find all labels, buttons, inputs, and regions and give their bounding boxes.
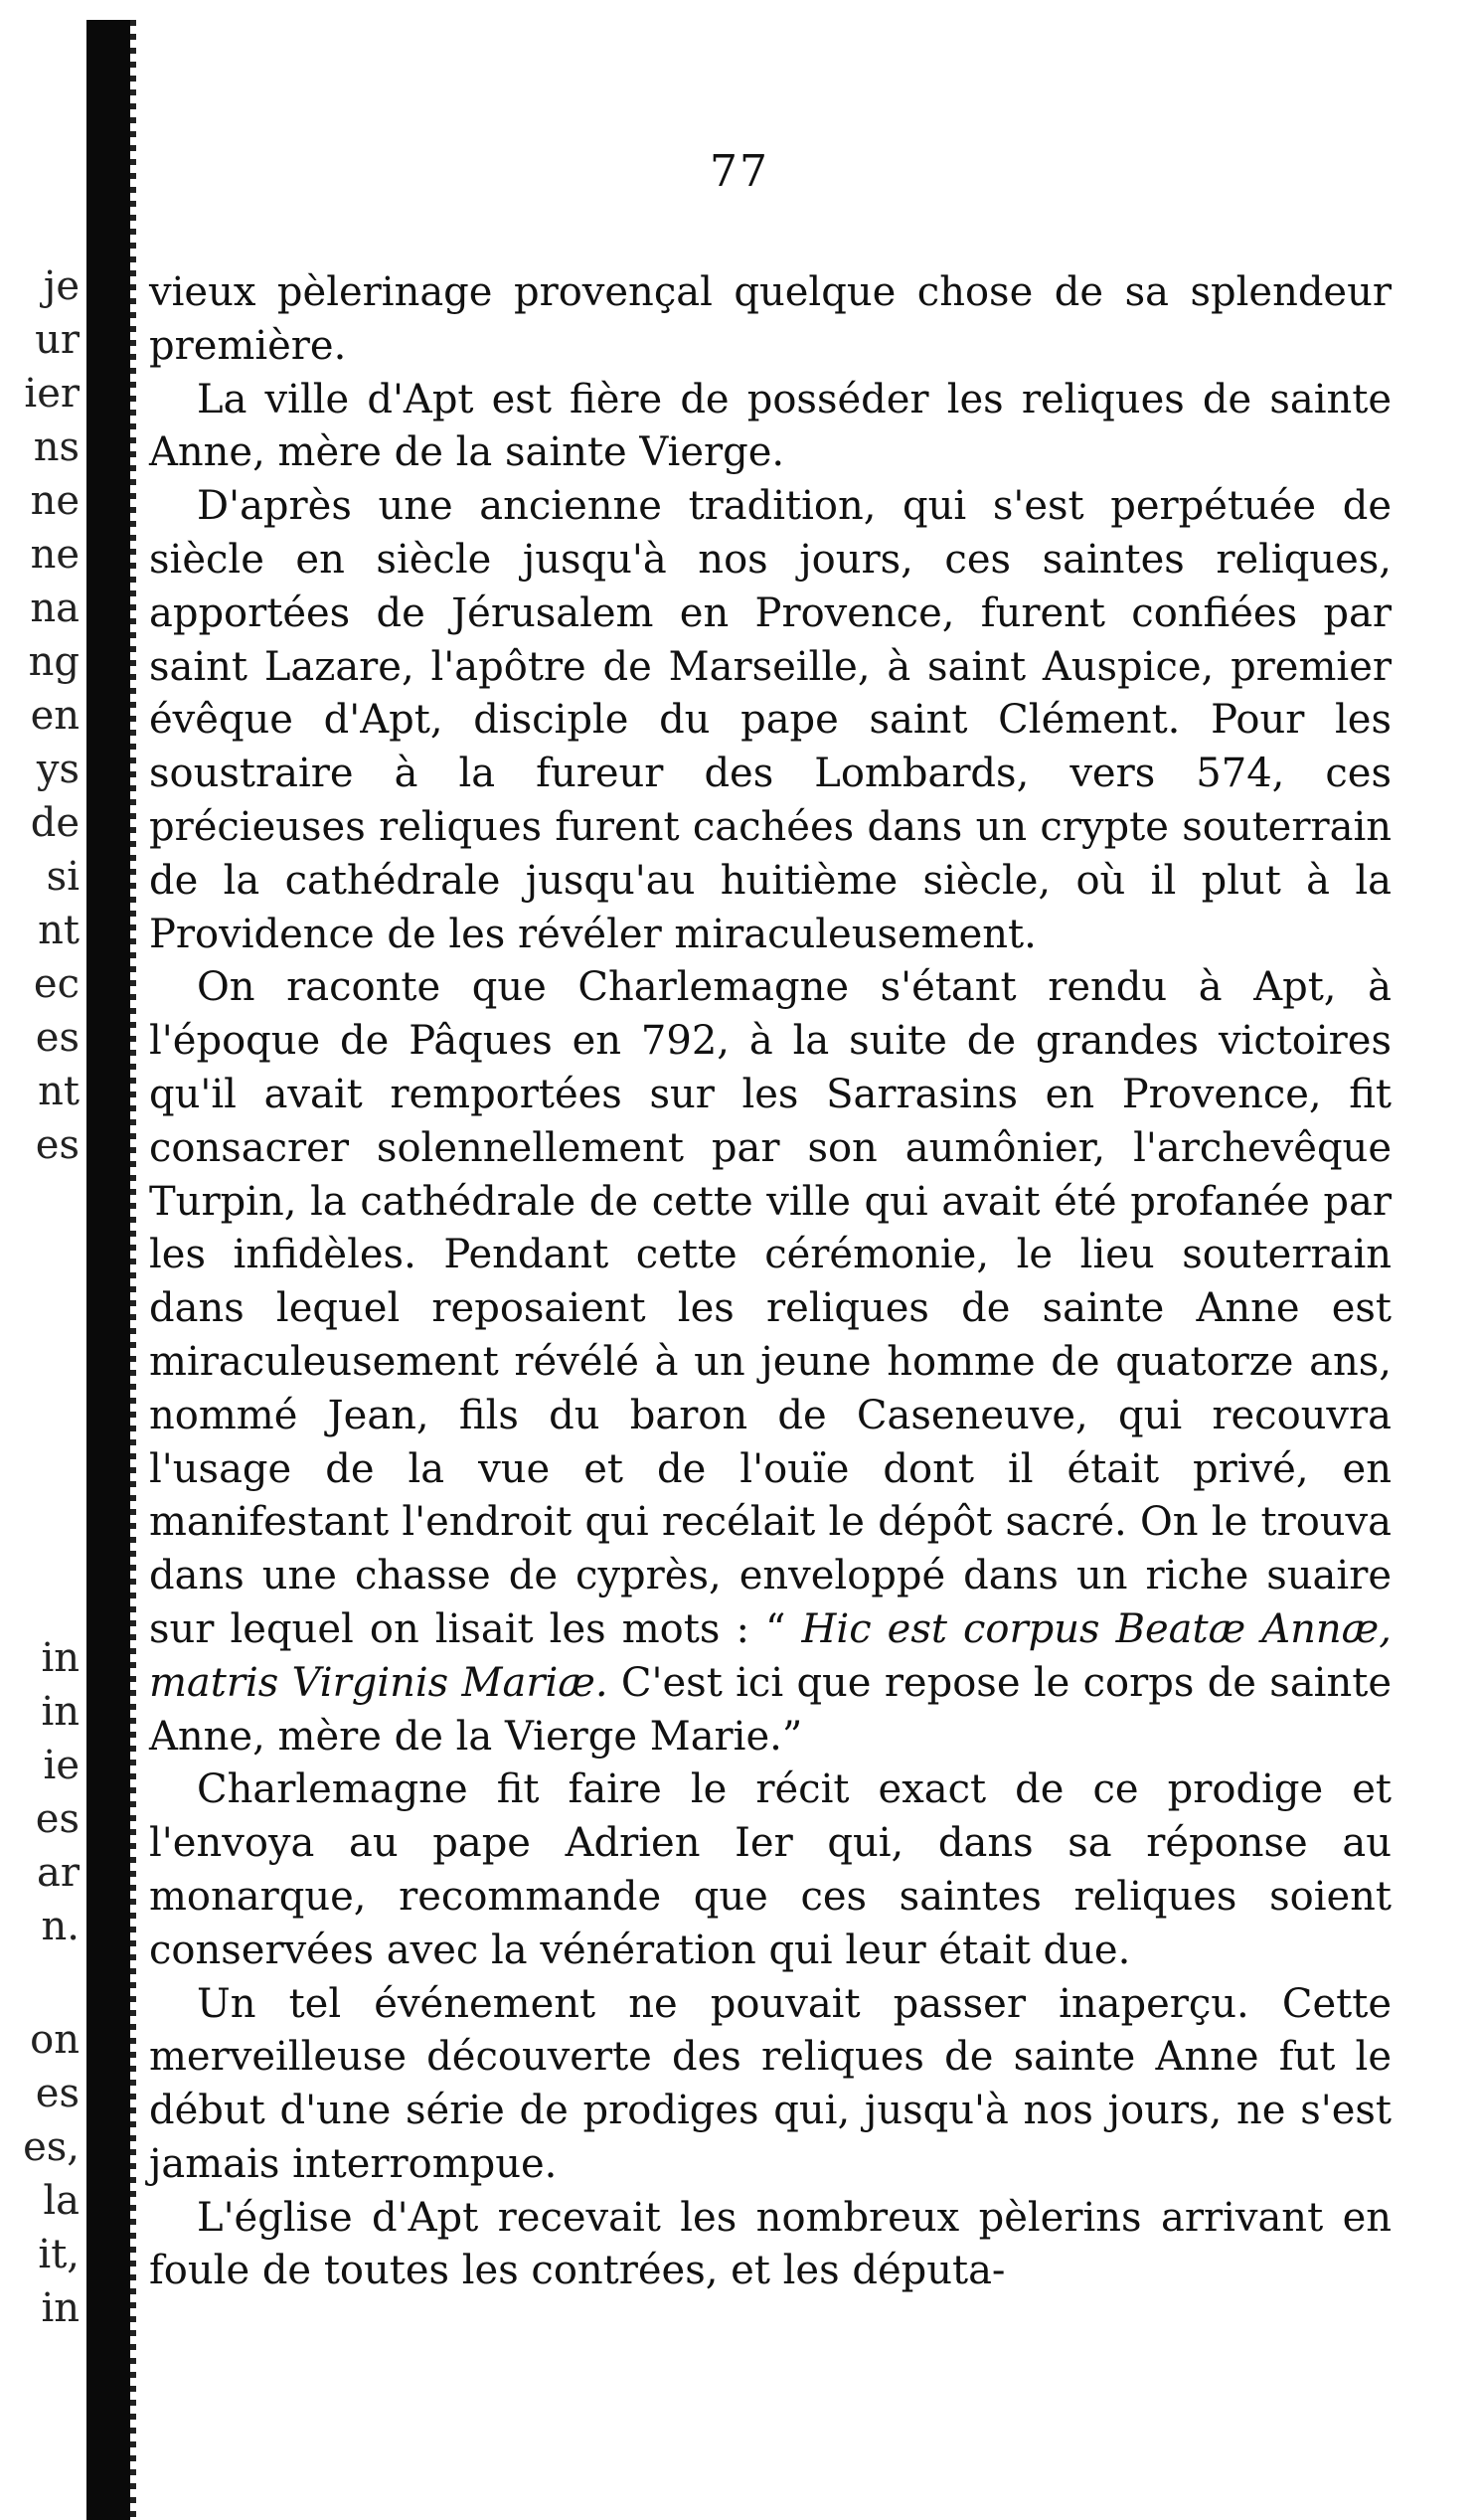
margin-fragment: je bbox=[43, 263, 80, 309]
paragraph bbox=[149, 961, 1392, 1764]
margin-fragment: in bbox=[41, 1689, 80, 1735]
paragraph: Un tel événement ne pouvait passer inaperçu. Cette merveilleuse découverte des reliques de sainte Anne fut le début d'une série de prodiges qui, jusqu'à nos jours, ne s'est jamais interrompue. bbox=[149, 1980, 1392, 2187]
margin-fragment: on bbox=[30, 2017, 80, 2063]
margin-fragment: ie bbox=[43, 1743, 80, 1788]
page-number: 77 bbox=[710, 146, 769, 197]
margin-fragment: ar bbox=[37, 1850, 80, 1896]
margin-fragment: de bbox=[30, 800, 80, 846]
margin-fragment: ns bbox=[33, 424, 80, 470]
margin-fragment: ur bbox=[35, 317, 80, 363]
margin-fragment: nt bbox=[38, 1069, 80, 1114]
margin-fragment: si bbox=[46, 854, 80, 900]
margin-fragment: ys bbox=[36, 747, 80, 792]
paragraph: La ville d'Apt est fière de posséder les reliques de sainte Anne, mère de la sainte Vierge. bbox=[149, 376, 1392, 476]
margin-fragment: es, bbox=[23, 2124, 80, 2170]
margin-fragment: ec bbox=[33, 961, 80, 1007]
margin-fragment: ne bbox=[30, 532, 80, 578]
binding-shadow bbox=[86, 20, 130, 2520]
paragraph: L'église d'Apt recevait les nombreux pèlerins arrivant en foule de toutes les contrées, et les députa- bbox=[149, 2194, 1392, 2294]
paragraph: D'après une ancienne tradition, qui s'est perpétuée de siècle en siècle jusqu'à nos jours, ces saintes reliques, apportées de Jérusalem en Provence, furent confiées par saint Lazare, l'apôtre de Marseille, à saint Auspice, premier évêque d'Apt, disciple du pape saint Clément. Pour les soustraire à la fureur des Lombards, vers 574, ces précieuses reliques furent cachées dans un crypte souterrain de la cathédrale jusqu'au huitième siècle, où il plut à la Providence de les révéler miraculeusement. bbox=[149, 483, 1392, 957]
margin-fragment: ne bbox=[30, 478, 80, 524]
paragraph-text: On raconte que Charlemagne s'étant rendu à Apt, à l'époque de Pâques en 792, à la suite de grandes victoires qu'il avait remportées sur les Sarrasins en Provence, fit consacrer solennellement par son aumônier, l'archevêque Turpin, la cathédrale de cette ville qui avait été profanée par les infidèles. Pendant cette cérémonie, le lieu souterrain dans lequel reposaient les reliques de sainte Anne est miraculeusement révélé à un jeune homme de quatorze ans, nommé Jean, fils du baron de Caseneuve, qui recouvra l'usage de la vue et de l'ouïe dont il était privé, en manifestant l'endroit qui recélait le dépôt sacré. On le trouva dans une chasse de cyprès, enveloppé dans un riche suaire sur lequel on lisait les mots : “ bbox=[149, 964, 1392, 1652]
margin-fragment: es bbox=[35, 1796, 80, 1842]
margin-fragment: es bbox=[35, 1122, 80, 1168]
margin-fragment: es bbox=[35, 1015, 80, 1061]
paragraph-text: C'est ici que repose le corps de sainte Anne, mère de la Vierge Marie.” bbox=[149, 1659, 1392, 1760]
paragraph: vieux pèlerinage provençal quelque chose de sa splendeur première. bbox=[149, 269, 1392, 369]
binding-edge bbox=[130, 20, 136, 2520]
margin-fragment: it, bbox=[38, 2232, 80, 2277]
paragraph: Charlemagne fit faire le récit exact de ce prodige et l'envoya au pape Adrien Ier qui, dans sa réponse au monarque, recommande que ces saintes reliques soient conservées avec la vénération qui leur était due. bbox=[149, 1766, 1392, 1973]
margin-fragment: nt bbox=[38, 908, 80, 953]
margin-fragment: ng bbox=[28, 639, 80, 685]
margin-fragment: in bbox=[41, 1635, 80, 1681]
body-text bbox=[149, 266, 1392, 2298]
margin-fragment: en bbox=[30, 693, 80, 739]
margin-fragment: la bbox=[43, 2178, 80, 2224]
latin-inscription: Hic est corpus Beatæ Annæ, matris Virginis Mariæ. bbox=[149, 1605, 1392, 1706]
margin-fragment: n. bbox=[41, 1904, 80, 1949]
margin-fragment: es bbox=[35, 2071, 80, 2116]
margin-fragment: in bbox=[41, 2285, 80, 2331]
margin-fragment: na bbox=[30, 586, 80, 631]
margin-fragment: ier bbox=[24, 371, 80, 417]
facing-page-fragments bbox=[0, 0, 82, 2520]
